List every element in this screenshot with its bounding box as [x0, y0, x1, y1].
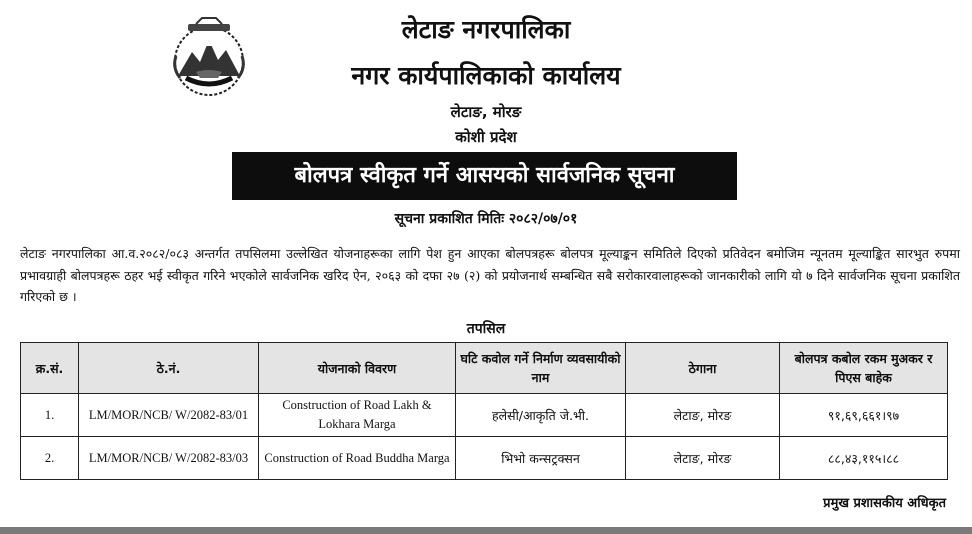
header-amount: बोलपत्र कबोल रकम मुअकर र पिएस बाहेक: [780, 343, 948, 394]
notice-body: लेटाङ नगरपालिका आ.व.२०८२/०८३ अन्तर्गत तपसिलमा उल्लेखित योजनाहरूका लागि पेश हुन आएका बोलपत्रहरू बोलपत्र मूल्याङ्कन समितिले दिएको प्रतिवेदन बमोजिम न्यूनतम मूल्याङ्कित सारभुत रुपमा प्रभावग्राही बोलपत्रहरू ठहर भई स्वीकृत गरिने भएकोले सार्वजनिक खरिद ऐन, २०६३ को दफा २७ (२) को प्रयोजनार्थ सम्बन्धित सबै सरोकारवालाहरूको जानकारीको लागि यो ७ दिने सार्वजनिक सूचना प्रकाशित गरिएको छ ।: [20, 246, 960, 304]
row-address: लेटाङ, मोरङ: [626, 437, 780, 480]
header-bidder: घटि कवोल गर्ने निर्माण व्यवसायीको नाम: [456, 343, 626, 394]
table-header-row: [21, 343, 948, 394]
row-contract-no: LM/MOR/NCB/ W/2082-83/01: [79, 394, 259, 437]
row-bidder: भिभो कन्सट्रक्सन: [456, 437, 626, 480]
row-sn: 1.: [21, 394, 79, 437]
row-address: लेटाङ, मोरङ: [626, 394, 780, 437]
municipality-name: लेटाङ नगरपालिका: [401, 15, 571, 44]
header-contract-no: ठे.नं.: [79, 343, 259, 394]
row-bidder: हलेसी/आकृति जे.भी.: [456, 394, 626, 437]
row-amount: ९१,६९,६६१।९७: [780, 394, 948, 437]
row-project: Construction of Road Buddha Marga: [259, 437, 456, 480]
header-address: ठेगाना: [626, 343, 780, 394]
published-date: सूचना प्रकाशित मितिः २०८२/०७/०१: [394, 211, 578, 227]
schedule-heading: तपसिल: [466, 321, 506, 337]
bid-table: [20, 342, 948, 480]
table-row: [21, 394, 948, 437]
row-contract-no: LM/MOR/NCB/ W/2082-83/03: [79, 437, 259, 480]
header-project: योजनाको विवरण: [259, 343, 456, 394]
footer-divider: [0, 527, 972, 534]
row-project: Construction of Road Lakh & Lokhara Marga: [259, 394, 456, 437]
signatory-title: प्रमुख प्रशासकीय अधिकृत: [823, 496, 946, 511]
notice-title: बोलपत्र स्वीकृत गर्ने आसयको सार्वजनिक सूचना: [232, 152, 737, 200]
office-location: लेटाङ, मोरङ: [450, 103, 522, 121]
table-row: [21, 437, 948, 480]
row-amount: ८८,४३,११५।८८: [780, 437, 948, 480]
header-sn: क्र.सं.: [21, 343, 79, 394]
office-name: नगर कार्यपालिकाको कार्यालय: [351, 61, 621, 90]
row-sn: 2.: [21, 437, 79, 480]
province-name: कोशी प्रदेश: [455, 128, 517, 146]
